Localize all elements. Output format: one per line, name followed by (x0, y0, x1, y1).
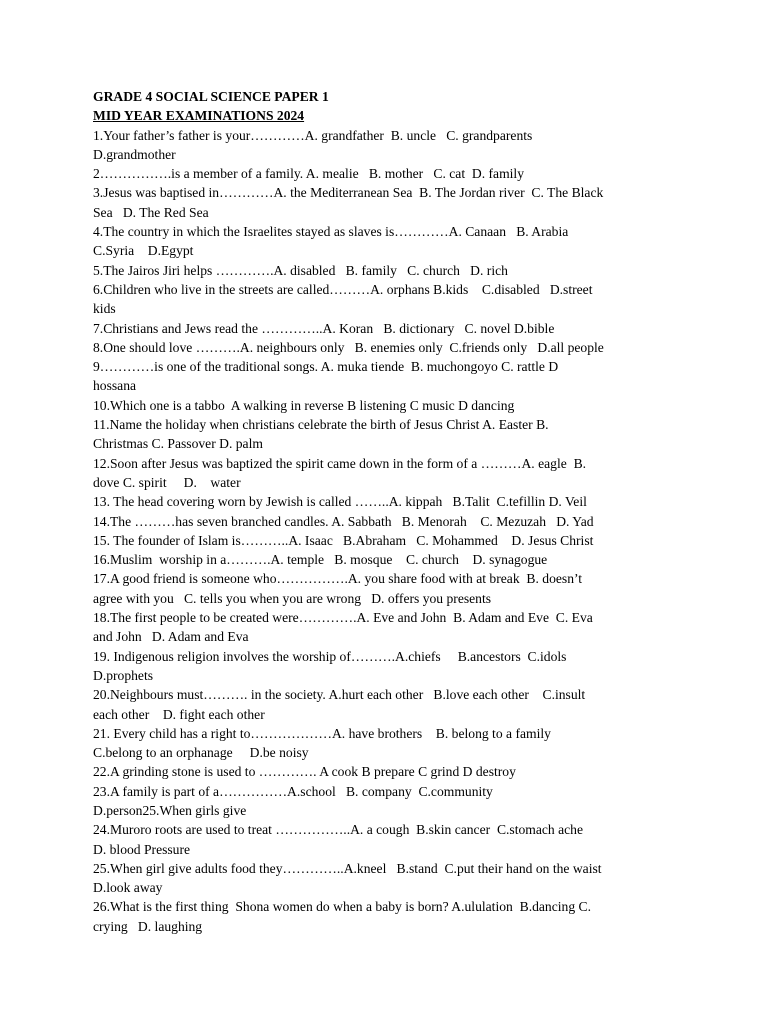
question-line: 2…………….is a member of a family. A. mealie B. mother C. cat D. family (93, 166, 525, 182)
question-line: Christmas C. Passover D. palm (93, 436, 263, 452)
question-line: 13. The head covering worn by Jewish is called ……..A. kippah B.Talit C.tefillin D. Veil (93, 494, 587, 510)
question-line: D.person25.When girls give (93, 802, 247, 818)
question-line: C.Syria D.Egypt (93, 243, 194, 259)
question-line: 3.Jesus was baptised in…………A. the Mediterranean Sea B. The Jordan river C. The Black (93, 185, 604, 201)
question-line: 11.Name the holiday when christians celebrate the birth of Jesus Christ A. Easter B. (93, 417, 549, 433)
question-line: hossana (93, 378, 137, 394)
question-line: 25.When girl give adults food they…………..A.kneel B.stand C.put their hand on the waist (93, 860, 602, 876)
question-line: 24.Muroro roots are used to treat ……………..A. a cough B.skin cancer C.stomach ache (93, 822, 584, 838)
question-line: 15. The founder of Islam is………..A. Isaac B.Abraham C. Mohammed D. Jesus Christ (93, 532, 594, 548)
question-line: 9…………is one of the traditional songs. A. muka tiende B. muchongoyo C. rattle D (93, 359, 559, 375)
question-line: 19. Indigenous religion involves the worship of……….A.chiefs B.ancestors C.idols (93, 648, 567, 664)
question-line: 21. Every child has a right to………………A. have brothers B. belong to a family (93, 725, 551, 741)
question-line: kids (93, 301, 116, 317)
question-line: 7.Christians and Jews read the …………..A. Koran B. dictionary C. novel D.bible (93, 320, 555, 336)
question-line: and John D. Adam and Eva (93, 629, 249, 645)
document-subtitle: MID YEAR EXAMINATIONS 2024 (93, 108, 305, 124)
question-line: 16.Muslim worship in a……….A. temple B. mosque C. church D. synagogue (93, 552, 548, 568)
question-line: 6.Children who live in the streets are called………A. orphans B.kids C.disabled D.street (93, 281, 593, 297)
question-line: 17.A good friend is someone who…………….A. you share food with at break B. doesn’t (93, 571, 583, 587)
question-line: D.grandmother (93, 146, 176, 162)
question-line: 18.The first people to be created were………….A. Eve and John B. Adam and Eve C. Eva (93, 610, 593, 626)
question-line: each other D. fight each other (93, 706, 265, 722)
question-line: 4.The country in which the Israelites stayed as slaves is…………A. Canaan B. Arabia (93, 224, 569, 240)
question-line: 20.Neighbours must………. in the society. A.hurt each other B.love each other C.insult (93, 687, 586, 703)
document-title: GRADE 4 SOCIAL SCIENCE PAPER 1 (93, 89, 329, 104)
question-line: 26.What is the first thing Shona women do when a baby is born? A.ululation B.dancing C. (93, 899, 591, 915)
question-line: D.prophets (93, 667, 154, 683)
question-line: D.look away (93, 880, 163, 896)
question-line: C.belong to an orphanage D.be noisy (93, 745, 309, 761)
question-line: D. blood Pressure (93, 841, 191, 857)
question-list (93, 126, 685, 936)
document-body (93, 87, 685, 936)
question-line: 1.Your father’s father is your…………A. grandfather B. uncle C. grandparents (93, 127, 533, 143)
question-line: dove C. spirit D. water (93, 474, 241, 490)
question-line: Sea D. The Red Sea (93, 204, 209, 220)
question-line: crying D. laughing (93, 918, 203, 934)
question-line: 12.Soon after Jesus was baptized the spirit came down in the form of a ………A. eagle B. (93, 455, 587, 471)
question-line: 22.A grinding stone is used to …………. A cook B prepare C grind D destroy (93, 764, 516, 780)
question-line: 8.One should love ……….A. neighbours only B. enemies only C.friends only D.all people (93, 339, 604, 355)
question-line: 5.The Jairos Jiri helps ………….A. disabled B. family C. church D. rich (93, 262, 508, 278)
question-line: 23.A family is part of a……………A.school B. company C.community (93, 783, 493, 799)
question-line: agree with you C. tells you when you are wrong D. offers you presents (93, 590, 492, 606)
question-line: 14.The ………has seven branched candles. A. Sabbath B. Menorah C. Mezuzah D. Yad (93, 513, 594, 529)
question-line: 10.Which one is a tabbo A walking in reverse B listening C music D dancing (93, 397, 515, 413)
